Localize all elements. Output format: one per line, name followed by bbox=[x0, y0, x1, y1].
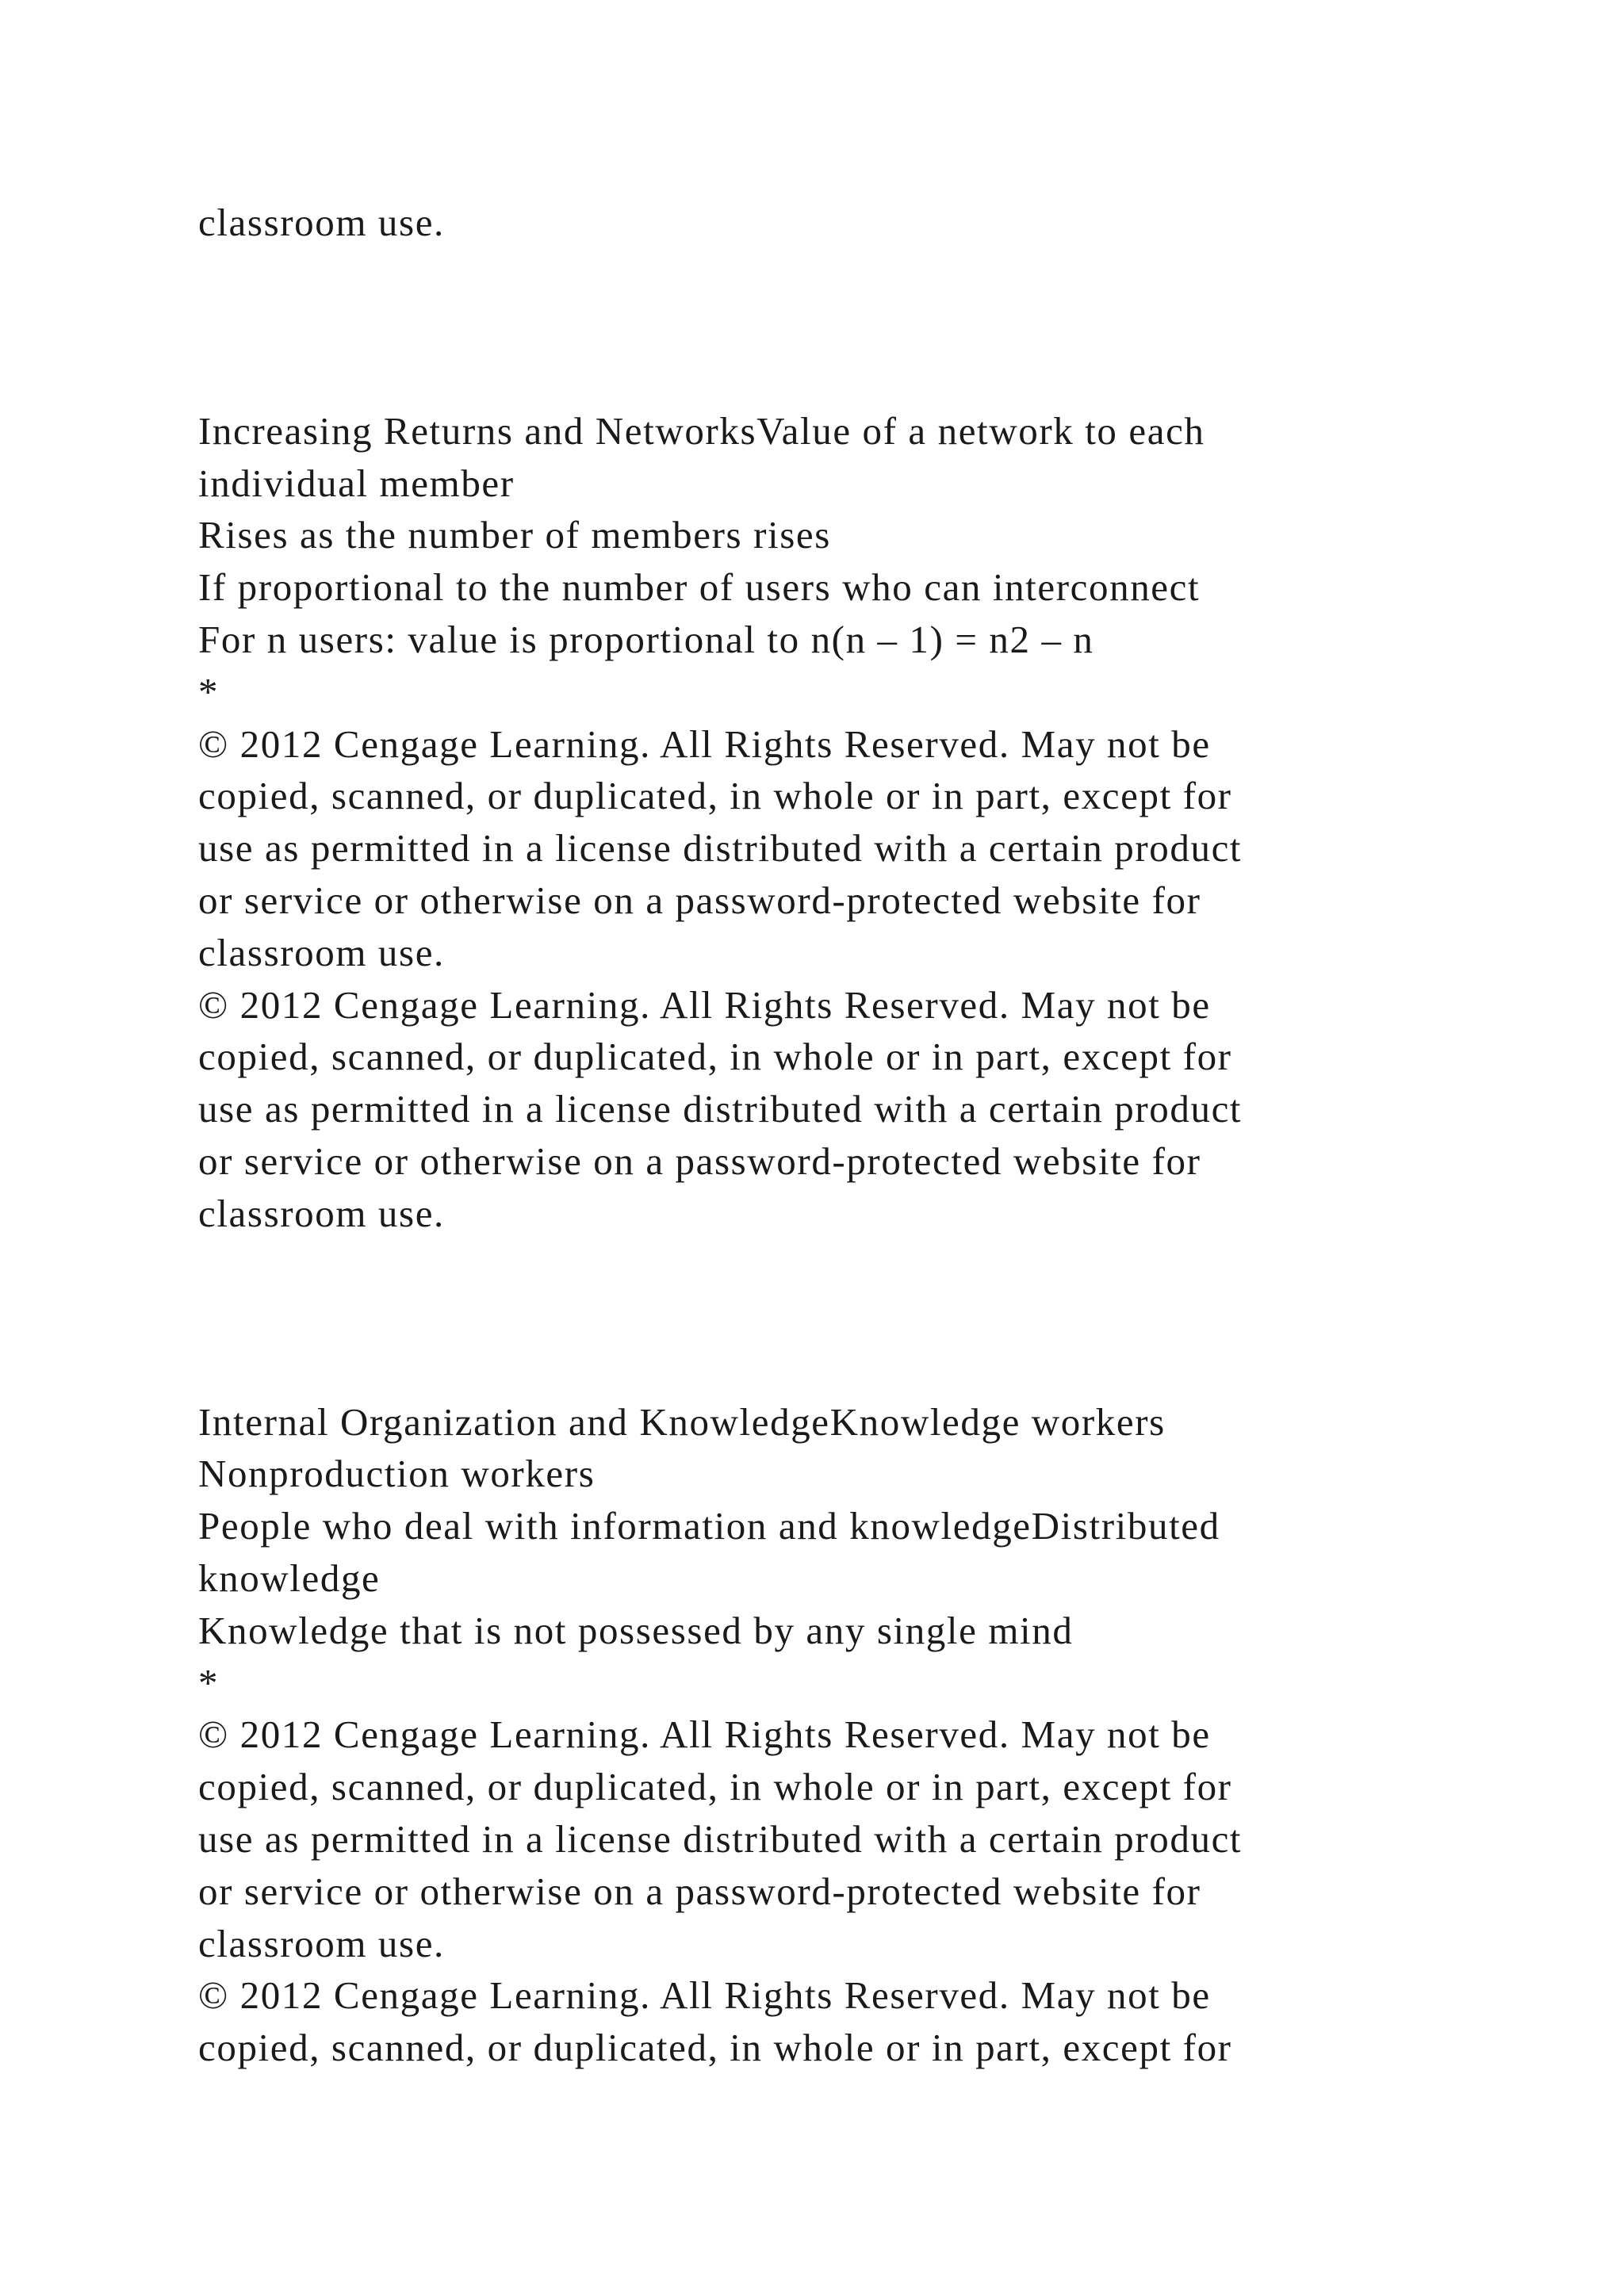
copyright-line: or service or otherwise on a password-protected website for bbox=[198, 1869, 1201, 1913]
text-line: individual member bbox=[198, 461, 515, 505]
text-block-1 bbox=[198, 197, 1546, 249]
asterisk-marker: * bbox=[198, 1660, 220, 1705]
text-line: For n users: value is proportional to n(n – 1) = n2 – n bbox=[198, 617, 1094, 661]
copyright-line: or service or otherwise on a password-protected website for bbox=[198, 878, 1201, 922]
text-line: classroom use. bbox=[198, 201, 445, 244]
copyright-line: copied, scanned, or duplicated, in whole or in part, except for bbox=[198, 1765, 1232, 1809]
copyright-line: copied, scanned, or duplicated, in whole or in part, except for bbox=[198, 1035, 1232, 1079]
copyright-line: © 2012 Cengage Learning. All Rights Reserved. May not be bbox=[198, 982, 1211, 1027]
text-line: knowledge bbox=[198, 1556, 381, 1600]
text-block-2 bbox=[198, 405, 1546, 1240]
asterisk-marker: * bbox=[198, 669, 220, 714]
copyright-line: copied, scanned, or duplicated, in whole or in part, except for bbox=[198, 2026, 1232, 2070]
copyright-line: © 2012 Cengage Learning. All Rights Reserved. May not be bbox=[198, 1712, 1211, 1757]
text-line: People who deal with information and knowledgeDistributed bbox=[198, 1504, 1220, 1548]
top-margin bbox=[198, 0, 1546, 197]
document-page bbox=[198, 0, 1546, 2074]
copyright-line: use as permitted in a license distributed with a certain product bbox=[198, 1087, 1243, 1131]
section-heading: Increasing Returns and NetworksValue of a network to each bbox=[198, 408, 1205, 453]
copyright-line: or service or otherwise on a password-protected website for bbox=[198, 1138, 1201, 1183]
text-line: If proportional to the number of users who can interconnect bbox=[198, 565, 1201, 610]
copyright-line: classroom use. bbox=[198, 1191, 445, 1235]
copyright-line: © 2012 Cengage Learning. All Rights Reserved. May not be bbox=[198, 721, 1211, 766]
paragraph-gap bbox=[198, 1240, 1546, 1396]
text-line: Knowledge that is not possessed by any single mind bbox=[198, 1608, 1074, 1652]
text-block-3 bbox=[198, 1396, 1546, 2074]
text-line: Nonproduction workers bbox=[198, 1452, 596, 1496]
paragraph-gap bbox=[198, 249, 1546, 405]
copyright-line: use as permitted in a license distributed with a certain product bbox=[198, 826, 1243, 871]
text-line: Rises as the number of members rises bbox=[198, 513, 831, 557]
section-heading: Internal Organization and KnowledgeKnowledge workers bbox=[198, 1399, 1166, 1444]
copyright-line: classroom use. bbox=[198, 1921, 445, 1965]
copyright-line: copied, scanned, or duplicated, in whole or in part, except for bbox=[198, 774, 1232, 818]
copyright-line: classroom use. bbox=[198, 930, 445, 974]
copyright-line: use as permitted in a license distributed with a certain product bbox=[198, 1816, 1243, 1861]
copyright-line: © 2012 Cengage Learning. All Rights Reserved. May not be bbox=[198, 1973, 1211, 2018]
